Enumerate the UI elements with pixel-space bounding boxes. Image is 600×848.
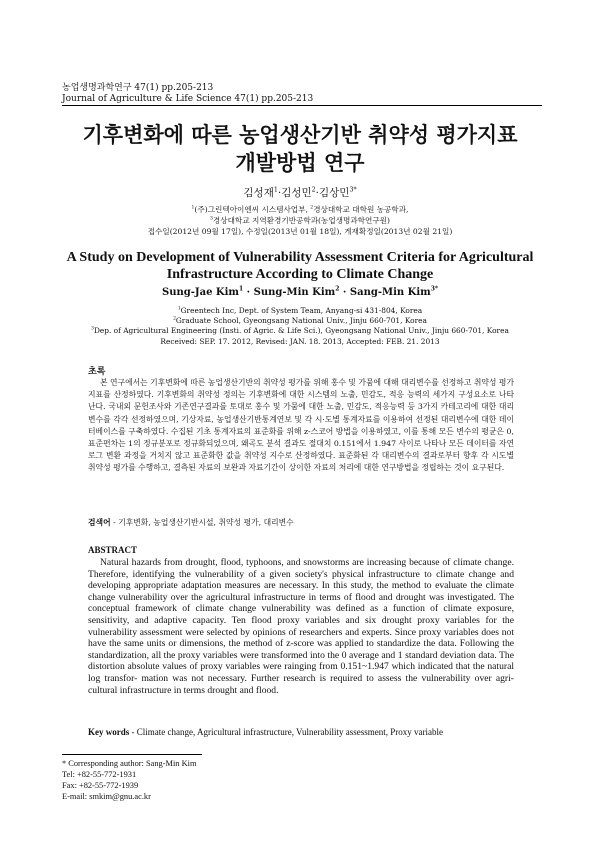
korean-authors <box>40 185 560 200</box>
aff-ko-2: 경상대학교 대학원 농공학과, <box>313 205 409 214</box>
english-title-line2: Infrastructure According to Climate Change <box>166 267 434 282</box>
author-2-ko: 김성민 <box>281 187 312 199</box>
aff-en-sup-3: 3 <box>91 326 94 332</box>
author-1-en-sup: 1 <box>239 285 244 293</box>
header-rule <box>62 105 542 106</box>
author-1-ko-sup: 1 <box>273 186 278 194</box>
author-2-en-sup: 2 <box>335 285 340 293</box>
author-3-en-sup: 3* <box>430 285 439 293</box>
english-affiliation-2 <box>40 316 560 327</box>
author-3-ko: 김상민 <box>319 187 350 199</box>
author-1-en: Sung-Jae Kim <box>161 287 239 298</box>
english-dates: Received: SEP. 17. 2012, Revised: JAN. 18. 2013, Accepted: FEB. 21. 2013 <box>160 337 440 346</box>
author-3-en: Sang-Min Kim <box>349 287 431 298</box>
korean-title-line2: 개발방법 연구 <box>235 151 365 175</box>
korean-dates: 접수일(2012년 09월 17일), 수정일(2013년 01월 18일), 게재확정일(2013년 02월 21일) <box>147 227 453 236</box>
english-title-line1: A Study on Development of Vulnerability Assessment Criteria for Agricultural <box>66 250 534 265</box>
author-1-ko: 김성재 <box>243 187 274 199</box>
aff-en-sup-2: 2 <box>173 316 176 322</box>
aff-en-3: Dep. of Agricultural Engineering (Insti. of Agric. & Life Sci.), Gyeongsang National Univ., Jinju 660-701, Korea <box>93 326 509 335</box>
author-sep-1-ko: · <box>277 187 282 199</box>
english-authors <box>40 287 560 298</box>
korean-keywords <box>88 517 514 528</box>
author-3-ko-sup: 3* <box>349 186 357 194</box>
footnote-tel: Tel: +82-55-772-1931 <box>62 770 137 779</box>
aff-ko-sup-2: 2 <box>310 205 314 211</box>
korean-abstract-body: 본 연구에서는 기후변화에 따른 농업생산기반의 취약성 평가를 위해 홍수 및 가뭄에 대해 대리변수를 선정하고 취약성 평가 지표를 산정하였다. 기후변화의 취약성 정의는 기후변화에 대한 시스템의 노출, 민감도, 적응 능력의 세가지 구성요소로 나타난다. 국내외 문헌조사와 기존연구결과를 토대로 홍수 및 가뭄에 대한 노출, 민감도, 적응능력 등 3가지 카테고리에 대한 대리변수를 각각 선정하였으며, 기상자료, 농업생산기반통계연보 및 각 시·도별 통계자료를 이용하여 선정된 대리변수에 대한 데이터베이스를 구축하였다. 수집된 기초 통계자료의 표준화를 위해 z-스코어 방법을 이용하였고, 이를 통해 모든 변수의 평균은 0, 표준편차는 1의 정규분포로 정규화되었으며, 왜곡도 분석 결과도 절대치 0.151에서 1.947 사이로 나타나 모든 데이터를 자연로그 변환 과정을 거치지 않고 표준화한 값을 취약성 지수로 산정하였다. 표준화된 각 대리변수의 결과로부터 향후 각 시도별 취약성 평가를 수행하고, 결측된 자료의 보완과 자료기간이 상이한 자료의 처리에 대한 연구방법을 정립하는 것이 요구된다. <box>88 378 514 473</box>
footnote-rule <box>62 754 202 755</box>
author-sep-1-en: · <box>243 287 254 298</box>
aff-ko-sup-1: 1 <box>191 205 195 211</box>
footnote-corresponding: * Corresponding author: Sang-Min Kim <box>62 759 197 768</box>
aff-en-2: Graduate School, Gyeongsang National Univ., Jinju 660-701, Korea <box>175 316 427 325</box>
korean-title-line1: 기후변화에 따른 농업생산기반 취약성 평가지표 <box>82 123 518 147</box>
korean-keywords-label: 검색어 <box>88 518 111 527</box>
footnote-fax: Fax: +82-55-772-1939 <box>62 781 139 790</box>
aff-en-sup-1: 1 <box>177 306 181 312</box>
english-affiliation-1 <box>40 306 560 317</box>
english-affiliation-3 <box>40 326 560 337</box>
english-keywords <box>88 727 514 737</box>
korean-affiliation-line2 <box>40 215 560 226</box>
author-2-en: Sung-Min Kim <box>253 287 336 298</box>
author-sep-2-en: · <box>339 287 350 298</box>
journal-header-en: Journal of Agriculture & Life Science 47(1) pp.205-213 <box>62 94 314 104</box>
english-keywords-label: Key words <box>88 727 130 737</box>
english-abstract-heading: ABSTRACT <box>88 545 138 555</box>
aff-ko-sup-3: 3 <box>210 216 213 222</box>
author-sep-2-ko: · <box>315 187 319 199</box>
english-keywords-text: - Climate change, Agricultural infrastructure, Vulnerability assessment, Proxy variable <box>129 727 443 737</box>
aff-en-1: Greentech Inc, Dept. of System Team, Anyang-si 431-804, Korea <box>180 306 423 315</box>
english-abstract-body: Natural hazards from drought, flood, typhoons, and snowstorms are increasing because of climate change. Therefore, identifying the vulnerability of a given society's physical infrastructure to climate change and developing appropriate adaptation measures are necessary. In this study, the method to evaluate the climate change vulnerability over the agricultural infrastructure in terms of flood and drought was investigated. The conceptual framework of climate change vulnerability was defined as a function of climate exposure, sensitivity, and adaptive capacity. Ten flood proxy variables and six drought proxy variables for the vulnerability assessment were selected by opinions of researchers and experts. Since proxy variables does not have the same units or dimensions, the method of z-score was applied to standardize the data. Following the standardization, all the proxy variables were transformed into the 0 average and 1 standard deviation data. The distortion absolute values of proxy variables were rainging from 0.151~1.947 which indicated that the natural log transfor- mation was not necessary. Further research is required to assess the vulnerability over agri- cultural infrastructure in terms drought and flood. <box>88 557 514 696</box>
author-2-ko-sup: 2 <box>311 186 316 194</box>
aff-ko-3: 경상대학교 지역환경기반공학과(농업생명과학연구원) <box>212 216 390 225</box>
korean-abstract-heading: 초록 <box>88 367 106 377</box>
footnote-email: E-mail: smkim@gnu.ac.kr <box>62 792 151 801</box>
korean-keywords-text: - 기후변화, 농업생산기반시설, 취약성 평가, 대리변수 <box>110 518 294 527</box>
journal-header-ko: 농업생명과학연구 47(1) pp.205-213 <box>62 83 214 93</box>
aff-ko-1: (주)그린텍아이엔씨 시스템사업부, <box>194 205 311 214</box>
korean-affiliation-line1 <box>40 204 560 215</box>
